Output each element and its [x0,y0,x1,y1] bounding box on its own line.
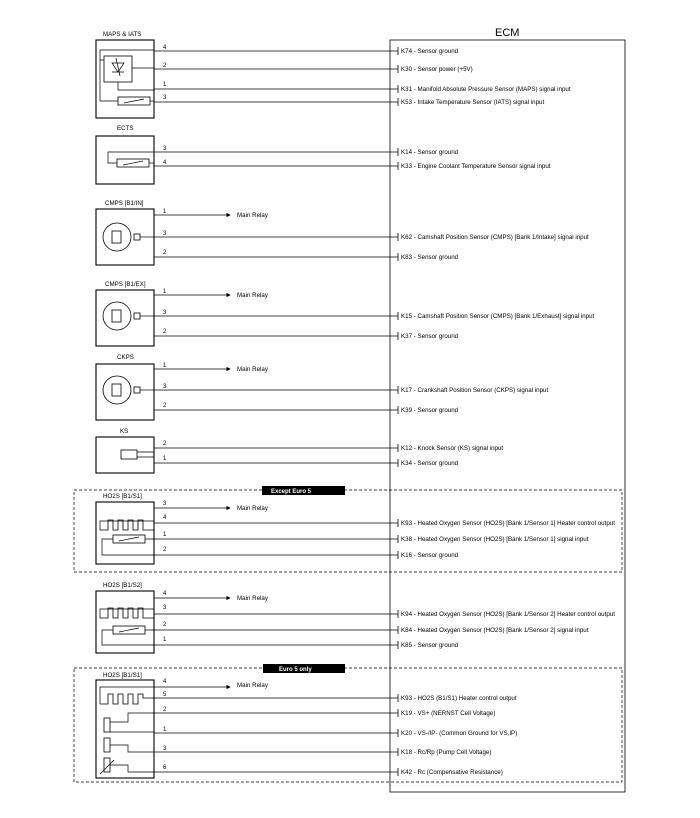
ects-sensor [96,125,398,184]
pin-number: 2 [163,441,167,447]
terminal-label: K15 - Camshaft Position Sensor (CMPS) [Bank 1/Exhaust] signal input [401,313,595,320]
terminal-label: K12 - Knock Sensor (KS) signal input [401,445,504,452]
pin-number: 6 [163,765,167,771]
pin-number: 3 [163,146,167,152]
pin-number: 3 [163,746,167,752]
terminal-label: K74 - Sensor ground [401,48,459,55]
component-name: MAPS & IATS [103,31,142,38]
pin-number: 2 [163,329,167,335]
ho2s-euro5-terminals [398,694,517,776]
pin-number: 4 [163,679,167,685]
component-name: KS [120,428,129,435]
terminal-label: K31 - Manifold Absolute Pressure Sensor (MAPS) signal input [401,86,571,93]
pin-number: 2 [163,250,167,256]
component-name: HO2S [B1/S1] [103,672,142,679]
region-banner: Euro 5 only [279,667,312,673]
terminal-label: K30 - Sensor power (+5V) [401,66,473,73]
terminal-label: K83 - Sensor ground [401,254,459,261]
component-name: CKPS [117,354,134,361]
component-name: CMPS [B1/EX] [105,281,146,288]
pin-number: 1 [163,637,167,643]
pin-number: 3 [163,231,167,237]
terminal-label: K39 - Sensor ground [401,407,459,414]
terminal-label: K19 - VS+ (NERNST Cell Voltage) [401,710,496,717]
terminal-label: K94 - Heated Oxygen Sensor (HO2S) [Bank 1/Sensor 2] Heater control output [401,611,615,618]
pin-number: 4 [163,515,167,521]
terminal-label: K20 - VS-/IP- (Common Ground for VS,IP) [401,730,518,737]
terminal-label: K33 - Engine Coolant Temperature Sensor signal input [401,163,551,170]
pin-number: 4 [163,160,167,166]
main-relay-label: Main Relay [237,505,268,512]
pin-number: 1 [163,532,167,538]
main-relay-label: Main Relay [237,212,268,219]
ho2s-euro5-sensor [96,672,398,778]
terminal-label: K17 - Crankshaft Position Sensor (CKPS) signal input [401,387,549,394]
region-banner: Except Euro 5 [271,489,312,495]
terminal-label: K34 - Sensor ground [401,460,459,467]
pin-number: 3 [163,605,167,611]
main-relay-label: Main Relay [237,366,268,373]
ho2s-b1s2-terminals [398,610,615,649]
pin-number: 3 [163,501,167,507]
pin-number: 4 [163,45,167,51]
except-euro5-region [74,486,622,572]
main-relay-label: Main Relay [237,292,268,299]
pin-number: 5 [163,692,167,698]
ho2s-b1s1-sensor [96,493,398,564]
terminal-label: K85 - Sensor ground [401,642,459,649]
pin-number: 2 [163,622,167,628]
pin-number: 3 [163,95,167,101]
terminal-label: K93 - HO2S (B1/S1) Heater control output [401,695,517,702]
maps-terminals [398,47,571,106]
pin-number: 1 [163,289,167,295]
pin-number: 1 [163,209,167,215]
pin-number: 2 [163,63,167,69]
pin-number: 1 [163,363,167,369]
component-name: CMPS [B1/IN] [105,200,144,207]
terminal-label: K42 - Rc (Compensative Resistance) [401,769,503,776]
terminal-label: K37 - Sensor ground [401,333,459,340]
pin-number: 2 [163,547,167,553]
terminal-label: K18 - Rc/Rp (Pump Cell Voltage) [401,749,492,756]
ho2s-b1s1-terminals [398,519,615,559]
maps-iats-sensor [96,31,398,118]
ckps-terminals [398,386,548,414]
terminal-label: K84 - Heated Oxygen Sensor (HO2S) [Bank 1/Sensor 2] signal input [401,627,589,634]
pin-number: 2 [163,403,167,409]
terminal-label: K93 - Heated Oxygen Sensor (HO2S) [Bank 1/Sensor 1] Heater control output [401,520,615,527]
ckps-sensor [96,354,398,420]
terminal-label: K14 - Sensor ground [401,149,459,156]
ecm-title: ECM [495,27,520,39]
pin-number: 2 [163,707,167,713]
ho2s-b1s2-sensor [96,582,398,653]
pin-number: 3 [163,310,167,316]
main-relay-label: Main Relay [237,595,268,602]
cmps-intake-sensor [96,200,398,265]
terminal-label: K62 - Camshaft Position Sensor (CMPS) [Bank 1/Intake] signal input [401,234,589,241]
cmps-exhaust-sensor [96,281,398,346]
ks-terminals [398,444,503,467]
pin-number: 1 [163,82,167,88]
component-name: ECTS [117,125,134,132]
main-relay-label: Main Relay [237,682,268,689]
cmps-intake-terminals [398,233,589,261]
terminal-label: K16 - Sensor ground [401,552,459,559]
terminal-label: K53 - Intake Temperature Sensor (IATS) signal input [401,99,545,106]
terminal-label: K38 - Heated Oxygen Sensor (HO2S) [Bank 1/Sensor 1] signal input [401,536,589,543]
component-name: HO2S [B1/S2] [103,582,142,589]
ects-terminals [398,148,551,170]
euro5-only-region [74,664,622,782]
knock-sensor [96,428,398,473]
pin-number: 3 [163,384,167,390]
cmps-exhaust-terminals [398,312,595,340]
pin-number: 4 [163,591,167,597]
component-name: HO2S [B1/S1] [103,493,142,500]
pin-number: 1 [163,727,167,733]
pin-number: 1 [163,456,167,462]
